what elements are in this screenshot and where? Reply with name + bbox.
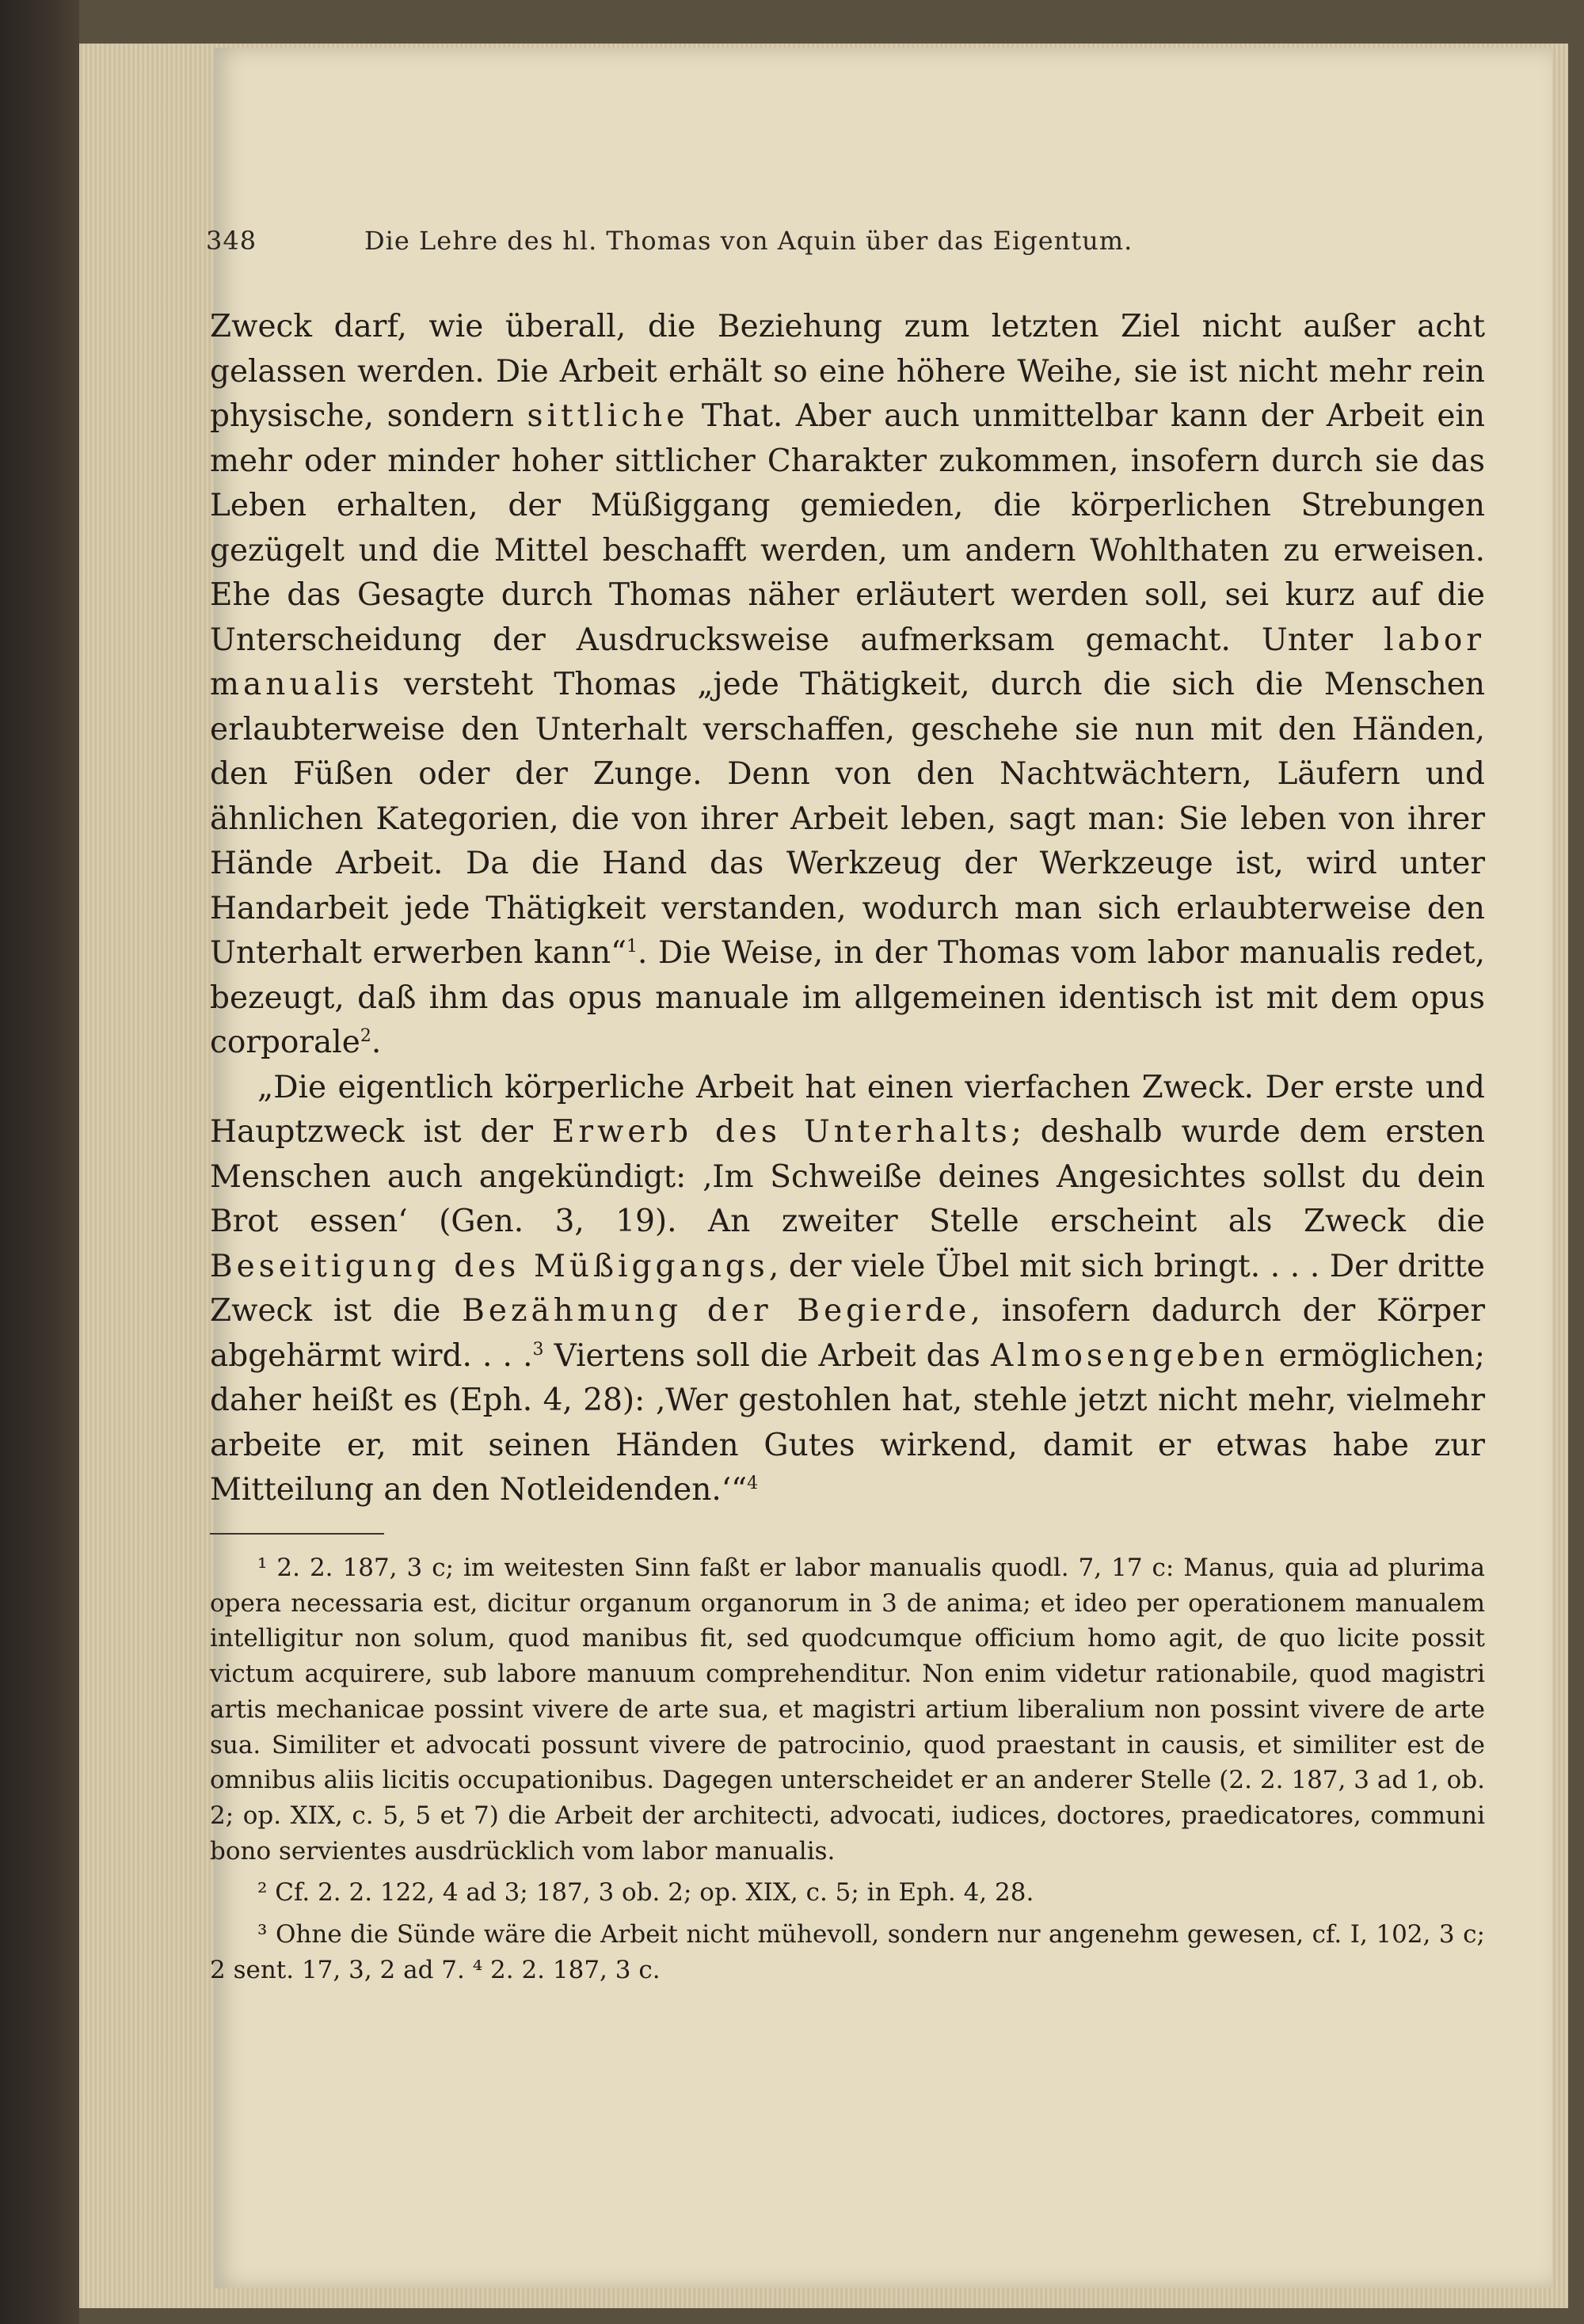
running-title: Die Lehre des hl. Thomas von Aquin über das Eigentum.: [364, 226, 1133, 256]
footnote-3: ³ Ohne die Sünde wäre die Arbeit nicht mühevoll, sondern nur angenehm gewesen, cf. I, 102, 3 c; 2 sent. 17, 3, 2 ad 7. ⁴ 2. 2. 187, 3 c.: [210, 1920, 1485, 1984]
emphasis-bezaehmung: Bezähmung der Begierde: [462, 1293, 971, 1329]
footnote-divider: [210, 1533, 384, 1535]
emphasis-sittliche: sittliche: [527, 398, 689, 434]
paragraph-2: „Die eigentlich körperliche Arbeit hat einen vierfachen Zweck. Der erste und Hauptzweck ist der Erwerb des Unterhalts; deshalb wurde dem ersten Menschen auch angekündigt: ‚Im Schweiße deines Angesichtes sollst du dein Brot essen‘ (Gen. 3, 19). An zweiter Stelle erscheint als Zweck die Beseitigung des Müßiggangs, der viele Übel mit sich bringt. . . . Der dritte Zweck ist die Bezähmung der Begierde, insofern dadurch der Körper abgehärmt wird. . . .$^3$ Viertens soll die Arbeit das Almosengeben ermöglichen; daher heißt es (Eph. 4, 28): ‚Wer gestohlen hat, stehle jetzt nicht mehr, vielmehr arbeite er, mit seinen Händen Gutes wirkend, damit er etwas habe zur Mitteilung an den Notleidenden.‘“$^4$: [210, 1069, 1486, 1508]
footnote-ref-2: 2: [360, 1026, 371, 1046]
footnotes: [210, 1550, 1485, 1987]
footnote-ref-4: 4: [747, 1474, 759, 1493]
footnote-1: ¹ 2. 2. 187, 3 c; im weitesten Sinn faßt er labor manualis quodl. 7, 17 c: Manus, quia ad plurima opera necessaria est, dicitur organum organorum in 3 de anima; et ideo per operationem manualem intelligitur non solum, quod manibus fit, sed quodcumque officium homo agit, de quo licite possit victum acquirere, sub labore manuum comprehenditur. Non enim videtur rationabile, quod magistri artis mechanicae possint vivere de arte sua, et magistri artium liberalium non possint vivere de arte sua. Similiter et advocati possunt vivere de patrocinio, quod praestant in causis, et similiter est de omnibus aliis licitis occupationibus. Dagegen unterscheidet er an anderer Stelle (2. 2. 187, 3 ad 1, ob. 2; op. XIX, c. 5, 5 et 7) die Arbeit der architecti, advocati, iudices, doctores, praedicatores, communi bono servientes ausdrücklich vom labor manualis.: [210, 1554, 1485, 1866]
emphasis-erwerb: Erwerb des Unterhalts: [551, 1114, 1011, 1150]
footnote-2: ² Cf. 2. 2. 122, 4 ad 3; 187, 3 ob. 2; op. XIX, c. 5; in Eph. 4, 28.: [257, 1878, 1034, 1908]
emphasis-almosengeben: Almosengeben: [990, 1337, 1269, 1374]
footnote-ref-3: 3: [532, 1339, 544, 1360]
emphasis-labor-manualis: labor manualis: [210, 622, 1485, 702]
footnote-ref-1: 1: [626, 937, 638, 957]
page-number: 348: [206, 226, 257, 256]
emphasis-beseitigung: Beseitigung des Müßiggangs: [210, 1248, 769, 1284]
main-text: [210, 305, 1485, 1513]
paragraph-1: Zweck darf, wie überall, die Beziehung zum letzten Ziel nicht außer acht gelassen werden. Die Arbeit erhält so eine höhere Weihe, sie ist nicht mehr rein physische, sondern sittliche That. Aber auch unmittelbar kann der Arbeit ein mehr oder minder hoher sittlicher Charakter zukommen, insofern durch sie das Leben erhalten, der Müßiggang gemieden, die körperlichen Strebungen gezügelt und die Mittel beschafft werden, um andern Wohlthaten zu erweisen. Ehe das Gesagte durch Thomas näher erläutert werden soll, sei kurz auf die Unterscheidung der Ausdrucksweise aufmerksam gemacht. Unter labor manualis versteht Thomas „jede Thätigkeit, durch die sich die Menschen erlaubterweise den Unterhalt verschaffen, geschehe sie nun mit den Händen, den Füßen oder der Zunge. Denn von den Nachtwächtern, Läufern und ähnlichen Kategorien, die von ihrer Arbeit leben, sagt man: Sie leben von ihrer Hände Arbeit. Da die Hand das Werkzeug der Werkzeuge ist, wird unter Handarbeit jede Thätigkeit verstanden, wodurch man sich erlaubterweise den Unterhalt erwerben kann“$^1$. Die Weise, in der Thomas vom labor manualis redet, bezeugt, daß ihm das opus manuale im allgemeinen identisch ist mit dem opus corporale$^2$.: [210, 309, 1485, 1060]
book-cover-edge: [0, 0, 79, 2324]
